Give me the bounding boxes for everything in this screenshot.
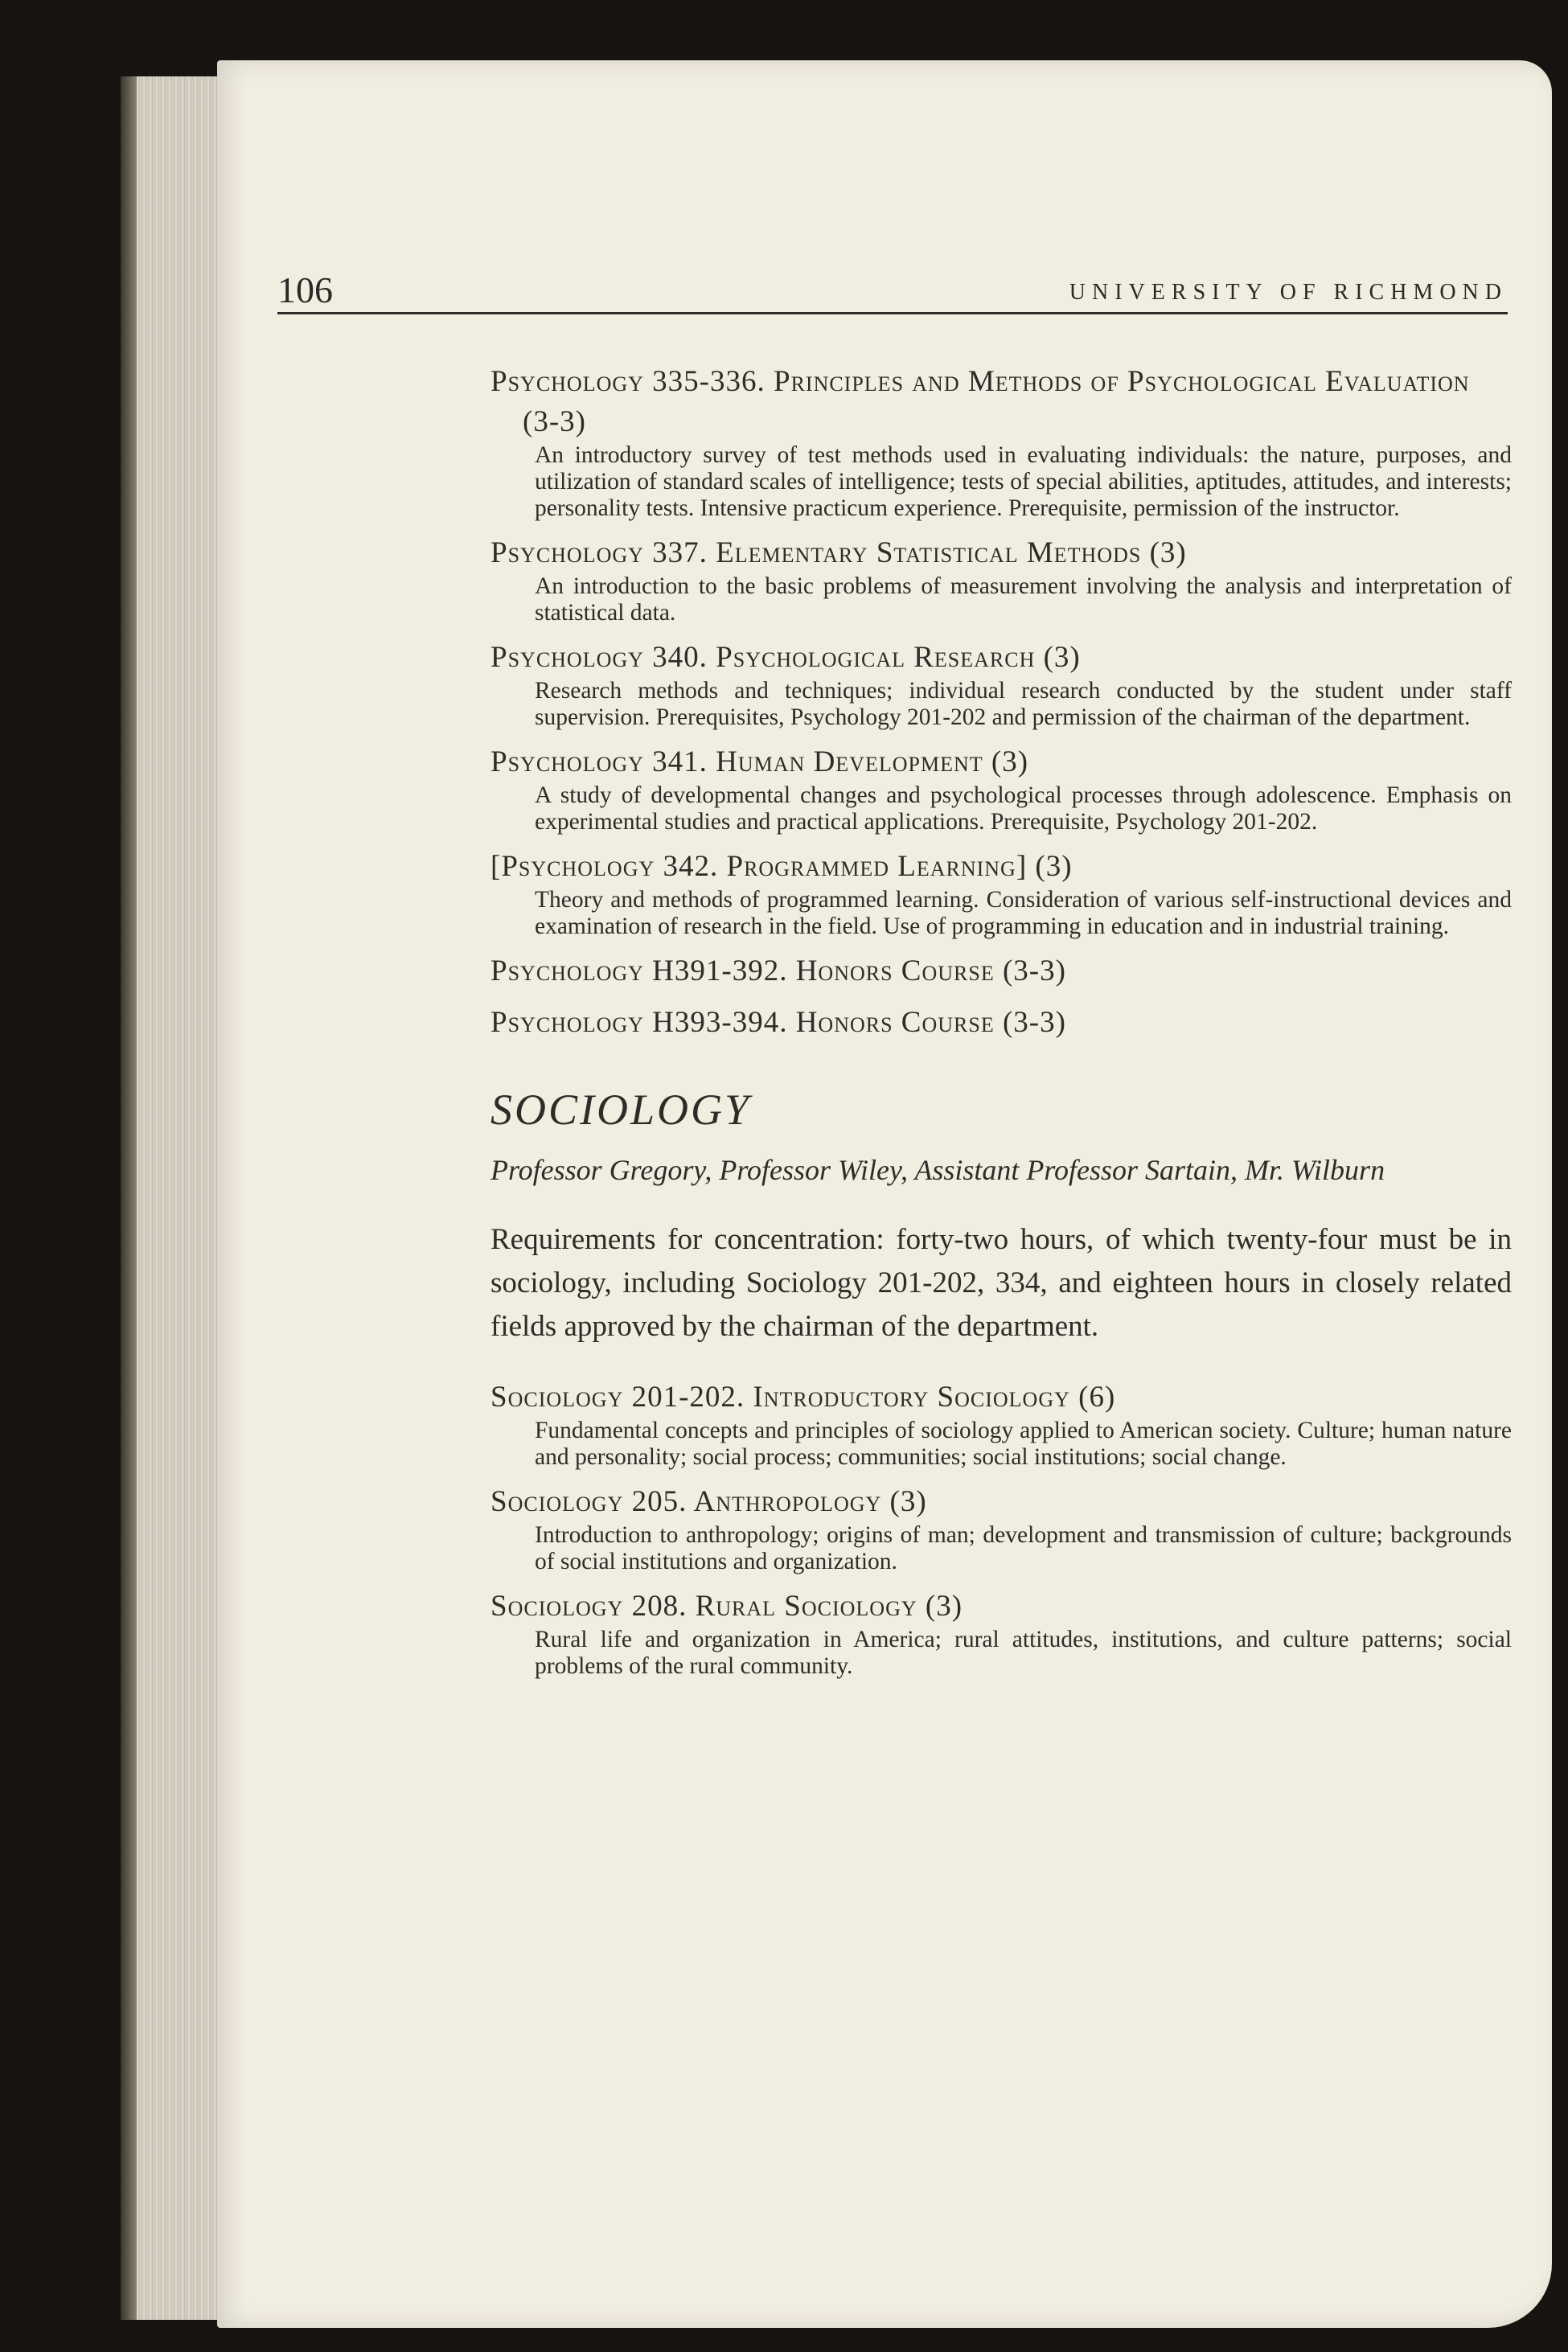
course-entry — [491, 951, 1512, 991]
course-title: Sociology 205. Anthropology (3) — [491, 1485, 927, 1518]
section-heading: SOCIOLOGY — [491, 1086, 752, 1134]
course-description: Research methods and techniques; individual research conducted by the student under staff supervision. Prerequisites, Psychology 201-202 and permission of the chairman of the department. — [535, 678, 1512, 730]
course-entry — [491, 1586, 1512, 1680]
book-spine — [121, 76, 137, 2320]
running-head — [277, 269, 1508, 314]
course-description: An introductory survey of test methods used in evaluating individuals: the nature, purposes, and utilization of standard scales of intelligence; tests of special abilities, aptitudes, attitudes, and interests; personality tests. Intensive practicum experience. Prerequisite, permission of the instructor. — [535, 442, 1512, 521]
course-entry — [491, 638, 1512, 731]
page-number: 106 — [277, 269, 333, 310]
course-description: Introduction to anthropology; origins of man; development and transmission of culture; backgrounds of social institutions and organization. — [535, 1522, 1512, 1574]
course-entry — [491, 742, 1512, 835]
course-description: A study of developmental changes and psychological processes through adolescence. Emphasis on experimental studies and practical applications. Prerequisite, Psychology 201-202. — [535, 782, 1512, 835]
course-entry — [491, 533, 1512, 626]
course-entry — [491, 1003, 1512, 1043]
concentration-requirements: Requirements for concentration: forty-two hours, of which twenty-four must be in sociology, including Sociology 201-202, 334, and eighteen hours in closely related fields approved by the chairman of the department. — [491, 1223, 1512, 1343]
course-entry — [491, 362, 1512, 522]
course-entry — [491, 1482, 1512, 1575]
course-entry — [491, 847, 1512, 940]
course-title: Psychology 337. Elementary Statistical Methods (3) — [491, 536, 1187, 569]
course-description: Fundamental concepts and principles of sociology applied to American society. Culture; human nature and personality; social process; communities; social institutions; social change. — [535, 1418, 1512, 1470]
course-description: An introduction to the basic problems of measurement involving the analysis and interpretation of statistical data. — [535, 573, 1512, 626]
course-entry — [491, 1377, 1512, 1471]
course-title: Psychology H393-394. Honors Course (3-3) — [491, 1006, 1066, 1039]
course-description: Theory and methods of programmed learning. Consideration of various self-instructional devices and examination of research in the field. Use of programming in education and in industrial training. — [535, 887, 1512, 939]
course-title: Sociology 201-202. Introductory Sociology (6) — [491, 1381, 1116, 1414]
course-title: Psychology 335-336. Principles and Methods of Psychological Evaluation (3-3) — [491, 365, 1470, 438]
faculty-list: Professor Gregory, Professor Wiley, Assistant Professor Sartain, Mr. Wilburn — [491, 1154, 1385, 1186]
course-title: Sociology 208. Rural Sociology (3) — [491, 1590, 963, 1623]
course-title: Psychology H391-392. Honors Course (3-3) — [491, 954, 1066, 987]
book-page-edges — [121, 76, 233, 2320]
running-head-title: UNIVERSITY OF RICHMOND — [1069, 280, 1508, 305]
course-title: Psychology 341. Human Development (3) — [491, 745, 1029, 778]
course-description: Rural life and organization in America; rural attitudes, institutions, and culture patterns; social problems of the rural community. — [535, 1627, 1512, 1679]
course-title: Psychology 340. Psychological Research (3) — [491, 641, 1081, 674]
course-title: [Psychology 342. Programmed Learning] (3) — [491, 850, 1073, 883]
page-content — [491, 362, 1512, 1691]
